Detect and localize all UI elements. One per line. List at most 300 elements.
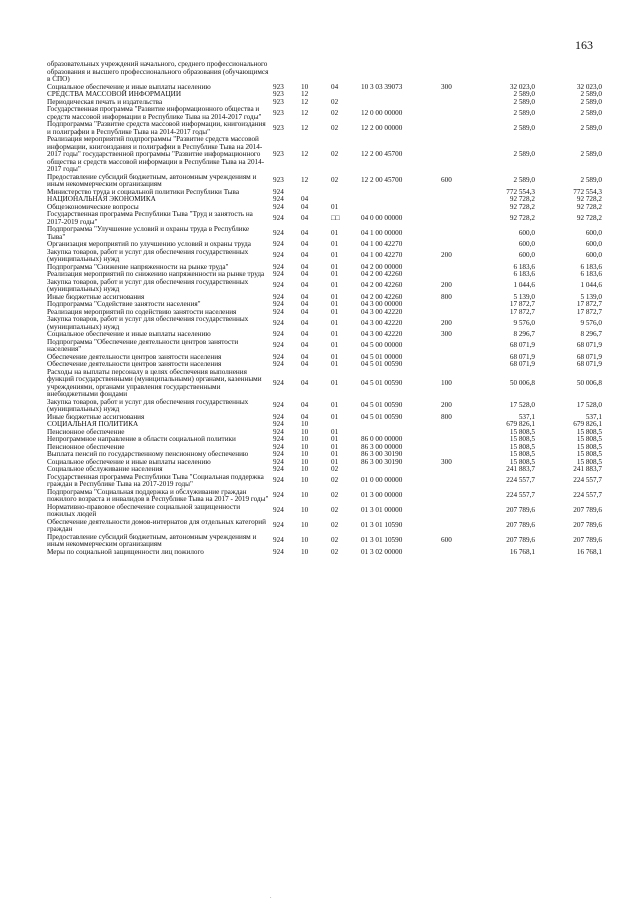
row-subsection-code: 01 (331, 360, 339, 368)
row-subsection-code: 02 (331, 150, 339, 158)
row-admin-code: 924 (273, 450, 284, 458)
row-name: Непрограммное направление в области социальной политики (47, 435, 236, 443)
row-expense-type: 300 (441, 457, 452, 466)
row-amount: 224 557,7 (506, 476, 535, 485)
row-section-code: 10 (301, 506, 309, 515)
row-target-code: 12 2 00 45700 (361, 176, 403, 185)
row-admin-code: 924 (273, 420, 284, 428)
row-section-code: 04 (301, 300, 309, 308)
row-expense-type (441, 61, 473, 84)
row-subsection-code: 02 (331, 97, 339, 106)
row-target-code: 04 2 00 00000 (361, 262, 403, 271)
row-admin-code: 924 (273, 491, 284, 500)
row-expense-type: 100 (441, 378, 452, 387)
budget-table (47, 61, 602, 556)
row-amount: 9 576,0 (513, 318, 535, 327)
row-total: 2 589,0 (580, 108, 602, 117)
row-target-code: 04 5 01 00590 (361, 401, 403, 410)
row-target-code: 04 5 01 00590 (361, 412, 403, 421)
row-admin-code: 924 (273, 262, 284, 271)
row-total: 15 808,5 (576, 427, 602, 436)
row-target-code: 86 0 00 00000 (361, 435, 403, 443)
row-target-code (361, 466, 441, 474)
row-subsection-code: 01 (331, 202, 339, 211)
row-amount: 2 589,0 (513, 108, 535, 117)
row-section-code: 04 (301, 360, 309, 368)
row-name: Расходы на выплаты персоналу в целях обеспечения выполнения функций государственными (муниципальными) органами, казенными учреждениями, органами управления государственными внебюджетными фондами (47, 367, 262, 398)
table-row (47, 504, 602, 519)
row-admin-code: 924 (273, 281, 284, 290)
table-body (47, 61, 602, 556)
row-expense-type (441, 436, 473, 444)
row-subsection-code: 01 (331, 330, 339, 338)
row-expense-type (441, 429, 473, 437)
row-amount: 17 872,7 (509, 300, 535, 308)
row-total: 15 808,5 (576, 450, 602, 458)
row-admin-code: 924 (273, 300, 284, 308)
row-expense-type (441, 189, 473, 197)
row-amount: 8 296,7 (513, 330, 535, 338)
row-name: Закупка товаров, работ и услуг для обеспечения государственных (муниципальных) нужд (47, 277, 249, 293)
table-row (47, 399, 602, 414)
row-amount: 92 728,2 (509, 213, 535, 222)
row-amount: 6 183,6 (513, 262, 535, 271)
row-amount: 15 808,5 (509, 442, 535, 451)
row-amount: 15 808,5 (509, 435, 535, 443)
row-total: 15 808,5 (576, 435, 602, 443)
row-total: 17 528,0 (576, 401, 602, 410)
row-admin-code: 924 (273, 378, 284, 387)
row-section-code: 04 (301, 262, 309, 271)
row-total: 9 576,0 (580, 318, 602, 327)
row-name: Иные бюджетные ассигнования (47, 292, 145, 301)
row-total: 2 589,0 (580, 150, 602, 158)
row-total: 224 557,7 (573, 476, 602, 485)
row-section-code: 04 (301, 240, 309, 248)
row-name: Обеспечение деятельности домов-интернатов для отдельных категорий граждан (47, 517, 266, 533)
row-expense-type: 300 (441, 82, 452, 91)
row-total: 1 044,6 (580, 281, 602, 290)
row-total: 600,0 (585, 251, 602, 260)
row-total: 92 728,2 (576, 202, 602, 211)
row-expense-type: 300 (441, 330, 452, 338)
row-target-code: 04 3 00 42220 (361, 307, 403, 316)
row-section-code: 04 (301, 318, 309, 327)
row-name: Государственная программа Республики Тыва "Труд и занятость на 2017-2019 годы" (47, 210, 253, 226)
row-expense-type (441, 421, 473, 429)
row-section-code: 12 (301, 108, 309, 117)
row-subsection-code: 01 (331, 378, 339, 387)
row-name: Организация мероприятий по улучшению условий и охраны труда (47, 240, 251, 248)
row-expense-type: 800 (441, 412, 452, 421)
row-target-code: 04 2 00 42260 (361, 281, 403, 290)
row-expense-type (441, 549, 473, 557)
table-row (47, 339, 602, 354)
row-admin-code: 924 (273, 401, 284, 410)
row-target-code: 04 1 00 42270 (361, 240, 403, 248)
row-name: Меры по социальной защищенности лиц пожилого (47, 547, 204, 556)
row-target-code: 86 3 00 30190 (361, 450, 403, 458)
row-amount: 68 071,9 (509, 341, 535, 350)
row-admin-code: 924 (273, 435, 284, 443)
row-amount: 50 006,8 (509, 378, 535, 387)
row-target-code: 12 0 00 00000 (361, 108, 403, 117)
row-subsection-code: 02 (331, 108, 339, 117)
table-row (47, 489, 602, 504)
row-expense-type: 800 (441, 292, 452, 301)
row-target-code: 04 2 00 42260 (361, 292, 403, 301)
row-target-code (361, 196, 441, 204)
row-total: 224 557,7 (573, 491, 602, 500)
row-amount: 2 589,0 (513, 90, 535, 98)
row-subsection-code: 01 (331, 318, 339, 327)
row-expense-type (441, 309, 473, 317)
row-admin-code: 924 (273, 341, 284, 350)
row-admin-code: 924 (273, 228, 284, 237)
row-total: 16 768,1 (576, 547, 602, 556)
row-amount: 2 589,0 (513, 150, 535, 158)
row-amount: 2 589,0 (513, 123, 535, 132)
row-target-code: 04 5 01 00590 (361, 378, 403, 387)
row-section-code: 10 (301, 547, 309, 556)
row-amount: 2 589,0 (513, 97, 535, 106)
row-subsection-code: 02 (331, 506, 339, 515)
row-subsection-code: 01 (331, 412, 339, 421)
row-section-code: 04 (301, 307, 309, 316)
row-expense-type (441, 504, 473, 519)
row-total: 537,1 (585, 412, 602, 421)
row-amount: 600,0 (518, 240, 535, 248)
row-section-code: 10 (301, 536, 309, 545)
row-admin-code: 924 (273, 292, 284, 301)
row-name: Пенсионное обеспечение (47, 442, 125, 451)
row-total: 8 296,7 (580, 330, 602, 338)
footer-mark: . (270, 894, 272, 900)
row-subsection-code: 02 (331, 536, 339, 545)
row-expense-type (441, 474, 473, 489)
row-subsection-code: 01 (331, 281, 339, 290)
row-name: Социальное обслуживание населения (47, 465, 163, 473)
row-expense-type (441, 444, 473, 452)
row-target-code: 12 2 00 45700 (361, 150, 403, 158)
row-subsection-code: 01 (331, 450, 339, 458)
row-expense-type (441, 226, 473, 241)
row-subsection-code (331, 189, 361, 197)
table-row (47, 106, 602, 121)
row-section-code: 12 (301, 97, 309, 106)
row-admin-code: 923 (273, 97, 284, 106)
row-expense-type (441, 489, 473, 504)
row-admin-code: 924 (273, 521, 284, 530)
row-section-code: 04 (301, 228, 309, 237)
row-amount: 15 808,5 (509, 427, 535, 436)
row-section-code: 10 (301, 457, 309, 466)
table-row (47, 474, 602, 489)
row-amount: 15 808,5 (509, 457, 535, 466)
table-row (47, 249, 602, 264)
row-total: 2 589,0 (580, 176, 602, 185)
row-subsection-code: 01 (331, 442, 339, 451)
row-amount: 6 183,6 (513, 270, 535, 278)
row-subsection-code: 04 (331, 82, 339, 91)
row-amount: 600,0 (518, 228, 535, 237)
row-total: 17 872,7 (576, 307, 602, 316)
row-subsection-code (331, 61, 361, 84)
row-target-code: 04 5 00 00000 (361, 341, 403, 350)
row-subsection-code: 01 (331, 352, 339, 361)
row-section-code: 04 (301, 270, 309, 278)
row-name: Реализация мероприятий подпрограммы "Развитие средств массовой информации, книгоиздания и полиграфии в Республике Тыва на 2014-2017 годы" государственной программы "Развитие информационного общества и средств массовой информации в Республике Тыва на 2014-2017 годы" (47, 135, 265, 173)
row-name: Подпрограмма "Улучшение условий и охраны труда в Республике Тыва" (47, 225, 250, 241)
row-expense-type (441, 466, 473, 474)
row-section-code: 04 (301, 401, 309, 410)
row-total: 5 139,0 (580, 292, 602, 301)
row-total: 92 728,2 (576, 213, 602, 222)
row-target-code: 04 3 00 42220 (361, 330, 403, 338)
row-subsection-code: 02 (331, 123, 339, 132)
table-row (47, 279, 602, 294)
row-name: Иные бюджетные ассигнования (47, 412, 145, 421)
row-total: 32 023,0 (576, 82, 602, 91)
row-amount: 600,0 (518, 251, 535, 260)
row-target-code (361, 189, 441, 197)
row-expense-type (441, 301, 473, 309)
row-admin-code: 924 (273, 352, 284, 361)
row-subsection-code: 01 (331, 307, 339, 316)
row-subsection-code: 01 (331, 435, 339, 443)
row-total: 68 071,9 (576, 341, 602, 350)
row-section-code: 04 (301, 352, 309, 361)
row-section-code: 04 (301, 213, 309, 222)
row-target-code: 01 3 01 10590 (361, 536, 403, 545)
row-expense-type: 200 (441, 318, 452, 327)
row-amount: 15 808,5 (509, 450, 535, 458)
row-total: 241 883,7 (573, 465, 602, 473)
row-expense-type (441, 196, 473, 204)
table-row (47, 519, 602, 534)
row-amount (473, 61, 535, 84)
table-row (47, 316, 602, 331)
row-amount: 17 528,0 (509, 401, 535, 410)
row-total: 600,0 (585, 228, 602, 237)
row-amount: 92 728,2 (509, 195, 535, 203)
row-admin-code: 924 (273, 307, 284, 316)
row-section-code: 12 (301, 90, 309, 98)
row-admin-code: 924 (273, 476, 284, 485)
row-name: Обеспечение деятельности центров занятости населения (47, 352, 222, 361)
row-name: Предоставление субсидий бюджетным, автономным учреждениям и иным некоммерческим организациям (47, 532, 257, 548)
row-amount: 207 789,6 (506, 536, 535, 545)
row-section-code: 04 (301, 412, 309, 421)
table-row (47, 211, 602, 226)
row-subsection-code: 01 (331, 262, 339, 271)
row-amount: 2 589,0 (513, 176, 535, 185)
row-amount: 679 826,1 (506, 420, 535, 428)
row-name: Выплата пенсий по государственному пенсионному обеспечению (47, 450, 249, 458)
row-target-code (361, 204, 441, 212)
row-name: Министерство труда и социальной политики Республики Тыва (47, 187, 240, 196)
row-total (535, 61, 602, 84)
row-admin-code: 924 (273, 506, 284, 515)
row-subsection-code: 01 (331, 341, 339, 350)
row-target-code: 04 1 00 42270 (361, 251, 403, 260)
row-section-code: 10 (301, 435, 309, 443)
row-amount: 92 728,2 (509, 202, 535, 211)
row-target-code (361, 99, 441, 107)
row-total: 68 071,9 (576, 360, 602, 368)
row-target-code: 04 2 00 42260 (361, 270, 403, 278)
row-total: 68 071,9 (576, 352, 602, 361)
row-name: Периодическая печать и издательства (47, 97, 163, 106)
row-name: Подпрограмма "Развитие средств массовой информации, книгоиздания и полиграфии в Республике Тыва на 2014-2017 годы" (47, 120, 266, 136)
row-expense-type: 200 (441, 251, 452, 260)
row-name: НАЦИОНАЛЬНАЯ ЭКОНОМИКА (47, 195, 156, 203)
row-section-code (301, 61, 331, 84)
row-subsection-code: 01 (331, 251, 339, 260)
row-name: Закупка товаров, работ и услуг для обеспечения государственных (муниципальных) нужд (47, 247, 249, 263)
row-total: 15 808,5 (576, 442, 602, 451)
row-total: 15 808,5 (576, 457, 602, 466)
row-target-code (361, 91, 441, 99)
row-subsection-code: 02 (331, 521, 339, 530)
row-admin-code: 923 (273, 108, 284, 117)
row-total: 207 789,6 (573, 536, 602, 545)
row-total: 92 728,2 (576, 195, 602, 203)
row-total: 6 183,6 (580, 270, 602, 278)
row-target-code: 04 1 00 00000 (361, 228, 403, 237)
row-name: Подпрограмма "Обеспечение деятельности центров занятости населения" (47, 337, 239, 353)
row-section-code: 10 (301, 442, 309, 451)
row-section-code: 10 (301, 420, 309, 428)
row-amount: 207 789,6 (506, 506, 535, 515)
row-admin-code: 924 (273, 360, 284, 368)
row-admin-code: 924 (273, 202, 284, 211)
row-total: 600,0 (585, 240, 602, 248)
table-row (47, 121, 602, 136)
row-amount: 68 071,9 (509, 360, 535, 368)
row-admin-code: 923 (273, 90, 284, 98)
row-expense-type (441, 519, 473, 534)
table-row (47, 226, 602, 241)
row-admin-code: 924 (273, 195, 284, 203)
row-amount: 17 872,7 (509, 307, 535, 316)
table-row (47, 549, 602, 557)
row-admin-code: 924 (273, 536, 284, 545)
row-target-code: 10 3 03 39073 (361, 82, 403, 91)
row-name: Закупка товаров, работ и услуг для обеспечения государственных (муниципальных) нужд (47, 315, 249, 331)
row-total: 2 589,0 (580, 123, 602, 132)
row-target-code: 01 0 00 00000 (361, 476, 403, 485)
row-amount: 207 789,6 (506, 521, 535, 530)
row-section-code: 12 (301, 150, 309, 158)
row-admin-code: 924 (273, 330, 284, 338)
row-admin-code: 924 (273, 318, 284, 327)
row-amount: 1 044,6 (513, 281, 535, 290)
row-admin-code: 924 (273, 547, 284, 556)
row-subsection-code: 02 (331, 547, 339, 556)
row-target-code: 01 3 01 00000 (361, 506, 403, 515)
row-amount: 241 883,7 (506, 465, 535, 473)
row-total: 207 789,6 (573, 506, 602, 515)
row-expense-type (441, 99, 473, 107)
row-target-code: 01 3 02 00000 (361, 547, 403, 556)
row-target-code: 86 3 00 30190 (361, 457, 403, 466)
row-admin-code: 924 (273, 213, 284, 222)
row-subsection-code: 01 (331, 401, 339, 410)
row-admin-code: 923 (273, 123, 284, 132)
row-target-code: 04 5 01 00000 (361, 352, 403, 361)
row-target-code: 04 3 00 00000 (361, 300, 403, 308)
row-section-code: 04 (301, 378, 309, 387)
row-section-code: 10 (301, 491, 309, 500)
row-name: Государственная программа Республики Тыва "Социальная поддержка граждан в Республике Тыва на 2017-2019 годы" (47, 472, 264, 488)
row-name: Закупка товаров, работ и услуг для обеспечения государственных (муниципальных) нужд (47, 397, 249, 413)
row-admin-code: 924 (273, 251, 284, 260)
row-target-code (361, 61, 441, 84)
row-admin-code: 924 (273, 412, 284, 421)
row-amount: 16 768,1 (509, 547, 535, 556)
row-section-code: 10 (301, 450, 309, 458)
row-expense-type: 200 (441, 281, 452, 290)
row-name: Социальное обеспечение и иные выплаты населению (47, 82, 211, 91)
row-admin-code: 924 (273, 465, 284, 473)
table-row (47, 534, 602, 549)
row-total: 772 554,3 (573, 187, 602, 196)
row-target-code: 12 2 00 00000 (361, 123, 403, 132)
row-target-code (361, 421, 441, 429)
row-name: СОЦИАЛЬНАЯ ПОЛИТИКА (47, 420, 139, 428)
row-subsection-code: 02 (331, 465, 339, 473)
row-section-code: 12 (301, 176, 309, 185)
row-target-code: 04 3 00 42220 (361, 318, 403, 327)
row-target-code: 01 3 00 00000 (361, 491, 403, 500)
row-section-code: 10 (301, 465, 309, 473)
row-name: СРЕДСТВА МАССОВОЙ ИНФОРМАЦИИ (47, 90, 182, 98)
row-expense-type (441, 91, 473, 99)
row-subsection-code: 01 (331, 240, 339, 248)
row-name: Подпрограмма "Социальная поддержка и обслуживание граждан пожилого возраста и инвалидов в Республике Тыва на 2017 - 2019 годы" (47, 487, 269, 503)
row-name: Социальное обеспечение и иные выплаты населению (47, 457, 211, 466)
row-expense-type (441, 106, 473, 121)
row-expense-type: 200 (441, 401, 452, 410)
row-name: Государственная программа "Развитие информационного общества и средств массовой информации в Республике Тыва на 2014-2017 годы" (47, 105, 262, 121)
row-name: Реализация мероприятий по содействию занятости населения (47, 307, 237, 316)
row-section-code: 12 (301, 123, 309, 132)
row-amount: 5 139,0 (513, 292, 535, 301)
row-admin-code: 924 (273, 442, 284, 451)
row-expense-type: 600 (441, 176, 452, 185)
row-total: 6 183,6 (580, 262, 602, 271)
row-admin-code (273, 61, 301, 84)
row-section-code: 04 (301, 330, 309, 338)
row-section-code: 04 (301, 251, 309, 260)
row-amount: 772 554,3 (506, 187, 535, 196)
row-admin-code: 924 (273, 270, 284, 278)
row-expense-type (441, 271, 473, 279)
row-total: 2 589,0 (580, 97, 602, 106)
row-subsection-code: 01 (331, 228, 339, 237)
row-name: Пенсионное обеспечение (47, 427, 125, 436)
row-subsection-code: 01 (331, 292, 339, 301)
row-expense-type (441, 204, 473, 212)
row-name: Обеспечение деятельности центров занятости населения (47, 360, 222, 368)
row-name: образовательных учреждений начального, среднего профессионального образования и высшего профессионального образования (обучающимся в СПО) (47, 60, 269, 83)
row-subsection-code: 01 (331, 270, 339, 278)
row-amount: 537,1 (518, 412, 535, 421)
row-subsection-code: 02 (331, 491, 339, 500)
row-name: Социальное обеспечение и иные выплаты населению (47, 330, 211, 338)
row-subsection-code: 01 (331, 300, 339, 308)
